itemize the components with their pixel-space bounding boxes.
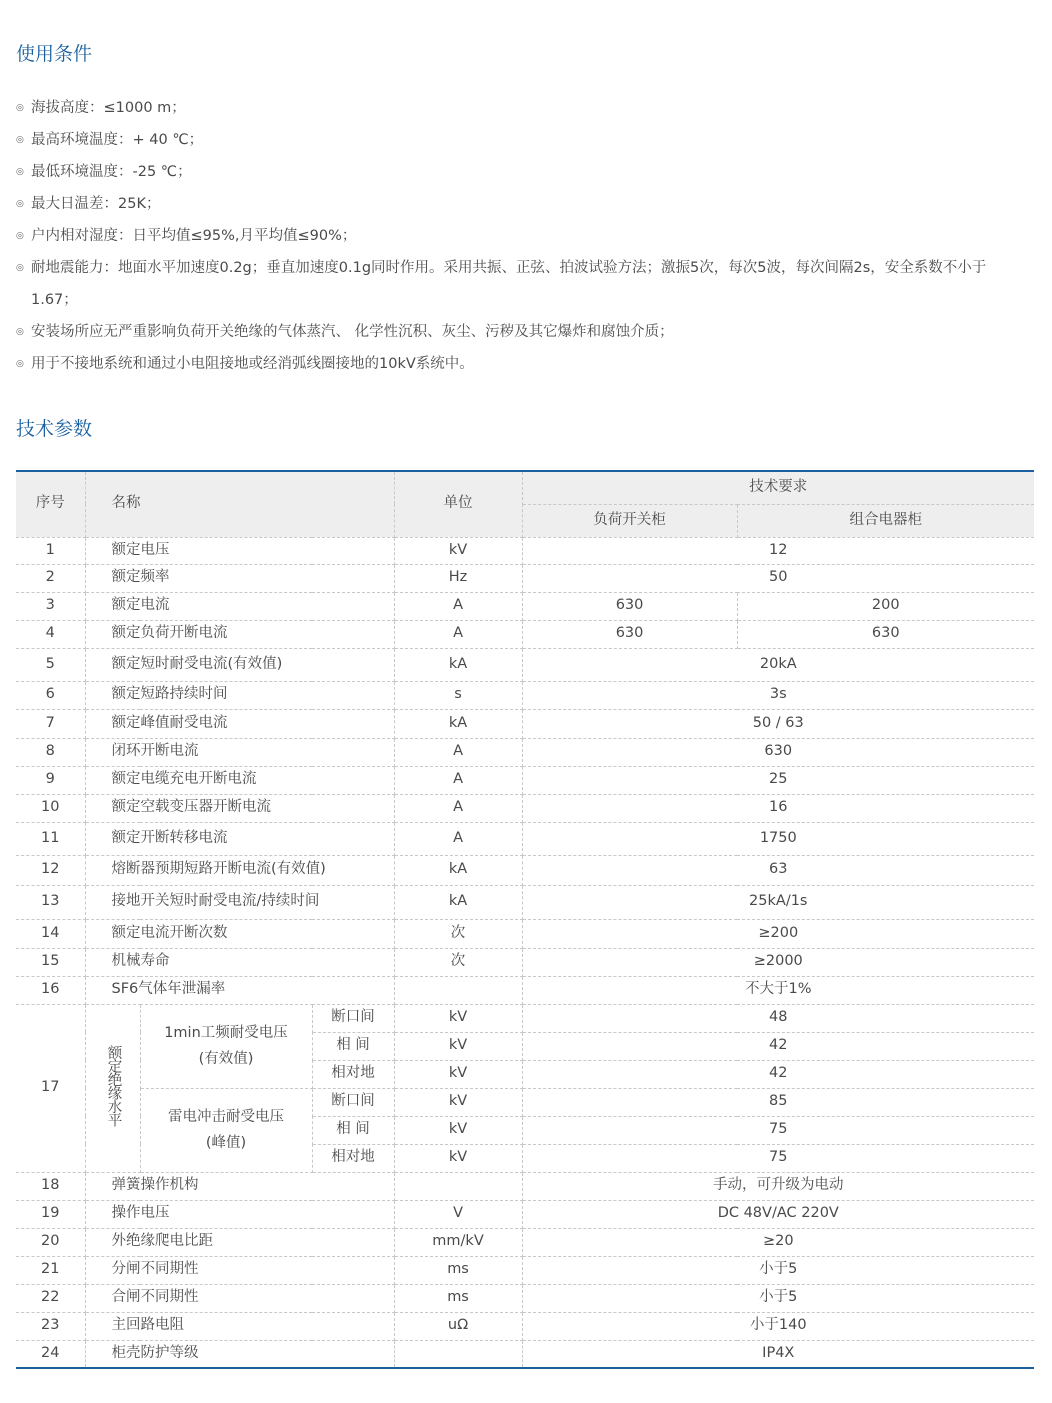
row-value-combined: 200 — [737, 592, 1034, 620]
row-number: 20 — [16, 1228, 85, 1256]
row-value: 20kA — [522, 648, 1034, 681]
insulation-sub-name: 相 间 — [312, 1116, 394, 1144]
insulation-label-text: 额定绝缘水平 — [105, 1045, 122, 1127]
row-unit: kV — [394, 1032, 522, 1060]
row-value-combined: 630 — [737, 620, 1034, 648]
table-row — [16, 794, 1034, 822]
row-number: 7 — [16, 709, 85, 738]
row-number: 8 — [16, 738, 85, 766]
condition-item: ◎ 耐地震能力：地面水平加速度0.2g；垂直加速度0.1g同时作用。采用共振、正弦、拍波试验方法；激振5次，每次5波，每次间隔2s，安全系数不小于1.67； — [16, 252, 1026, 316]
table-row — [16, 1256, 1034, 1284]
condition-item: ◎ 最低环境温度：-25 ℃； — [16, 156, 1026, 188]
row-unit: A — [394, 822, 522, 855]
table-row — [16, 885, 1034, 919]
row-number: 1 — [16, 537, 85, 564]
row-number: 16 — [16, 976, 85, 1004]
row-number: 10 — [16, 794, 85, 822]
row-number: 15 — [16, 948, 85, 976]
row-value: 630 — [522, 738, 1034, 766]
row-value: 42 — [522, 1060, 1034, 1088]
condition-item: ◎ 海拔高度：≤1000 m； — [16, 92, 1026, 124]
insulation-group-note: (有效值) — [198, 1051, 254, 1067]
row-number: 14 — [16, 919, 85, 948]
row-name: 额定电缆充电开断电流 — [85, 766, 394, 794]
row-unit: kV — [394, 537, 522, 564]
row-value: 手动，可升级为电动 — [522, 1172, 1034, 1200]
table-row — [16, 564, 1034, 592]
row-unit: A — [394, 592, 522, 620]
row-name: 机械寿命 — [85, 948, 394, 976]
row-name: 额定峰值耐受电流 — [85, 709, 394, 738]
table-row — [16, 1284, 1034, 1312]
row-number: 18 — [16, 1172, 85, 1200]
condition-item: ◎ 最高环境温度：+ 40 ℃； — [16, 124, 1026, 156]
row-value: 小于140 — [522, 1312, 1034, 1340]
col-header-combined: 组合电器柜 — [737, 504, 1034, 537]
row-unit — [394, 1340, 522, 1368]
row-name: 接地开关短时耐受电流/持续时间 — [85, 885, 394, 919]
row-name: 分闸不同期性 — [85, 1256, 394, 1284]
row-unit: A — [394, 620, 522, 648]
table-row — [16, 822, 1034, 855]
row-name: 柜壳防护等级 — [85, 1340, 394, 1368]
row-name: 外绝缘爬电比距 — [85, 1228, 394, 1256]
row-number: 22 — [16, 1284, 85, 1312]
row-value: ≥200 — [522, 919, 1034, 948]
row-value: 85 — [522, 1088, 1034, 1116]
table-row — [16, 1340, 1034, 1368]
insulation-group-name — [140, 1004, 312, 1088]
row-value: ≥2000 — [522, 948, 1034, 976]
row-name: 弹簧操作机构 — [85, 1172, 394, 1200]
row-unit: 次 — [394, 919, 522, 948]
table-row — [16, 1088, 1034, 1116]
row-value: 不大于1% — [522, 976, 1034, 1004]
row-unit: kV — [394, 1004, 522, 1032]
insulation-sub-name: 相 间 — [312, 1032, 394, 1060]
insulation-label — [85, 1004, 140, 1172]
row-value: IP4X — [522, 1340, 1034, 1368]
row-value: 25 — [522, 766, 1034, 794]
table-row — [16, 948, 1034, 976]
table-row — [16, 1004, 1034, 1032]
row-number: 5 — [16, 648, 85, 681]
row-name: 额定电流 — [85, 592, 394, 620]
col-header-unit: 单位 — [394, 471, 522, 537]
row-number: 19 — [16, 1200, 85, 1228]
table-row — [16, 738, 1034, 766]
row-name: 额定频率 — [85, 564, 394, 592]
row-name: 额定开断转移电流 — [85, 822, 394, 855]
row-number: 4 — [16, 620, 85, 648]
row-name: SF6气体年泄漏率 — [85, 976, 394, 1004]
row-value: 12 — [522, 537, 1034, 564]
row-value: 75 — [522, 1144, 1034, 1172]
row-unit: kV — [394, 1060, 522, 1088]
row-value: 48 — [522, 1004, 1034, 1032]
row-unit: V — [394, 1200, 522, 1228]
row-value: 25kA/1s — [522, 885, 1034, 919]
conditions-title: 使用条件 — [16, 43, 93, 65]
row-number: 17 — [16, 1004, 85, 1172]
row-name: 额定短路持续时间 — [85, 681, 394, 709]
condition-item: ◎ 最大日温差：25K； — [16, 188, 1026, 220]
row-name: 主回路电阻 — [85, 1312, 394, 1340]
row-name: 额定短时耐受电流(有效值) — [85, 648, 394, 681]
table-body — [16, 537, 1034, 1368]
row-number: 2 — [16, 564, 85, 592]
row-number: 24 — [16, 1340, 85, 1368]
col-header-load-switch: 负荷开关柜 — [522, 504, 737, 537]
row-number: 11 — [16, 822, 85, 855]
row-number: 13 — [16, 885, 85, 919]
params-title: 技术参数 — [16, 418, 93, 440]
row-name: 操作电压 — [85, 1200, 394, 1228]
col-header-requirement: 技术要求 — [522, 471, 1034, 504]
row-name: 额定电压 — [85, 537, 394, 564]
table-row — [16, 919, 1034, 948]
row-name: 额定负荷开断电流 — [85, 620, 394, 648]
table-row — [16, 648, 1034, 681]
table-row — [16, 1312, 1034, 1340]
row-unit: A — [394, 766, 522, 794]
col-header-name: 名称 — [85, 471, 394, 537]
row-unit: s — [394, 681, 522, 709]
insulation-sub-name: 断口间 — [312, 1088, 394, 1116]
row-unit: uΩ — [394, 1312, 522, 1340]
row-unit: kA — [394, 709, 522, 738]
insulation-group-note: (峰值) — [205, 1135, 247, 1151]
insulation-group-title: 1min工频耐受电压 — [164, 1025, 288, 1041]
condition-item: ◎ 户内相对湿度：日平均值≤95%,月平均值≤90%； — [16, 220, 1026, 252]
row-unit: ms — [394, 1256, 522, 1284]
insulation-group-name — [140, 1088, 312, 1172]
row-unit — [394, 976, 522, 1004]
row-unit: A — [394, 738, 522, 766]
row-unit: A — [394, 794, 522, 822]
row-value: 小于5 — [522, 1256, 1034, 1284]
row-value: 50 / 63 — [522, 709, 1034, 738]
row-unit: mm/kV — [394, 1228, 522, 1256]
row-unit: 次 — [394, 948, 522, 976]
row-unit: ms — [394, 1284, 522, 1312]
row-value-load-switch: 630 — [522, 620, 737, 648]
table-row — [16, 1172, 1034, 1200]
row-name: 额定电流开断次数 — [85, 919, 394, 948]
row-value: 小于5 — [522, 1284, 1034, 1312]
row-value: DC 48V/AC 220V — [522, 1200, 1034, 1228]
table-row — [16, 1200, 1034, 1228]
condition-item: ◎ 用于不接地系统和通过小电阻接地或经消弧线圈接地的10kV系统中。 — [16, 348, 1026, 380]
row-value: 1750 — [522, 822, 1034, 855]
conditions-list — [16, 92, 1026, 380]
row-name: 闭环开断电流 — [85, 738, 394, 766]
table-row — [16, 620, 1034, 648]
insulation-sub-name: 相对地 — [312, 1144, 394, 1172]
table-row — [16, 709, 1034, 738]
row-name: 熔断器预期短路开断电流(有效值) — [85, 855, 394, 885]
table-row — [16, 1228, 1034, 1256]
row-value: 75 — [522, 1116, 1034, 1144]
insulation-group-title: 雷电冲击耐受电压 — [168, 1109, 284, 1125]
table-row — [16, 855, 1034, 885]
row-value: 50 — [522, 564, 1034, 592]
row-unit: Hz — [394, 564, 522, 592]
row-unit: kA — [394, 855, 522, 885]
insulation-sub-name: 断口间 — [312, 1004, 394, 1032]
params-table — [16, 470, 1034, 1369]
table-row — [16, 537, 1034, 564]
row-number: 3 — [16, 592, 85, 620]
row-unit: kV — [394, 1144, 522, 1172]
row-number: 12 — [16, 855, 85, 885]
col-header-no: 序号 — [16, 471, 85, 537]
row-value: ≥20 — [522, 1228, 1034, 1256]
table-row — [16, 766, 1034, 794]
table-row — [16, 592, 1034, 620]
row-number: 9 — [16, 766, 85, 794]
row-unit: kA — [394, 885, 522, 919]
row-number: 23 — [16, 1312, 85, 1340]
row-value: 63 — [522, 855, 1034, 885]
row-value: 3s — [522, 681, 1034, 709]
row-unit: kV — [394, 1088, 522, 1116]
row-number: 6 — [16, 681, 85, 709]
row-value: 16 — [522, 794, 1034, 822]
row-unit: kV — [394, 1116, 522, 1144]
table-row — [16, 681, 1034, 709]
row-name: 合闸不同期性 — [85, 1284, 394, 1312]
row-value-load-switch: 630 — [522, 592, 737, 620]
condition-item: ◎ 安装场所应无严重影响负荷开关绝缘的气体蒸汽、 化学性沉积、灰尘、污秽及其它爆炸和腐蚀介质； — [16, 316, 1026, 348]
table-row — [16, 976, 1034, 1004]
row-unit — [394, 1172, 522, 1200]
insulation-sub-name: 相对地 — [312, 1060, 394, 1088]
row-unit: kA — [394, 648, 522, 681]
row-number: 21 — [16, 1256, 85, 1284]
row-name: 额定空载变压器开断电流 — [85, 794, 394, 822]
row-value: 42 — [522, 1032, 1034, 1060]
